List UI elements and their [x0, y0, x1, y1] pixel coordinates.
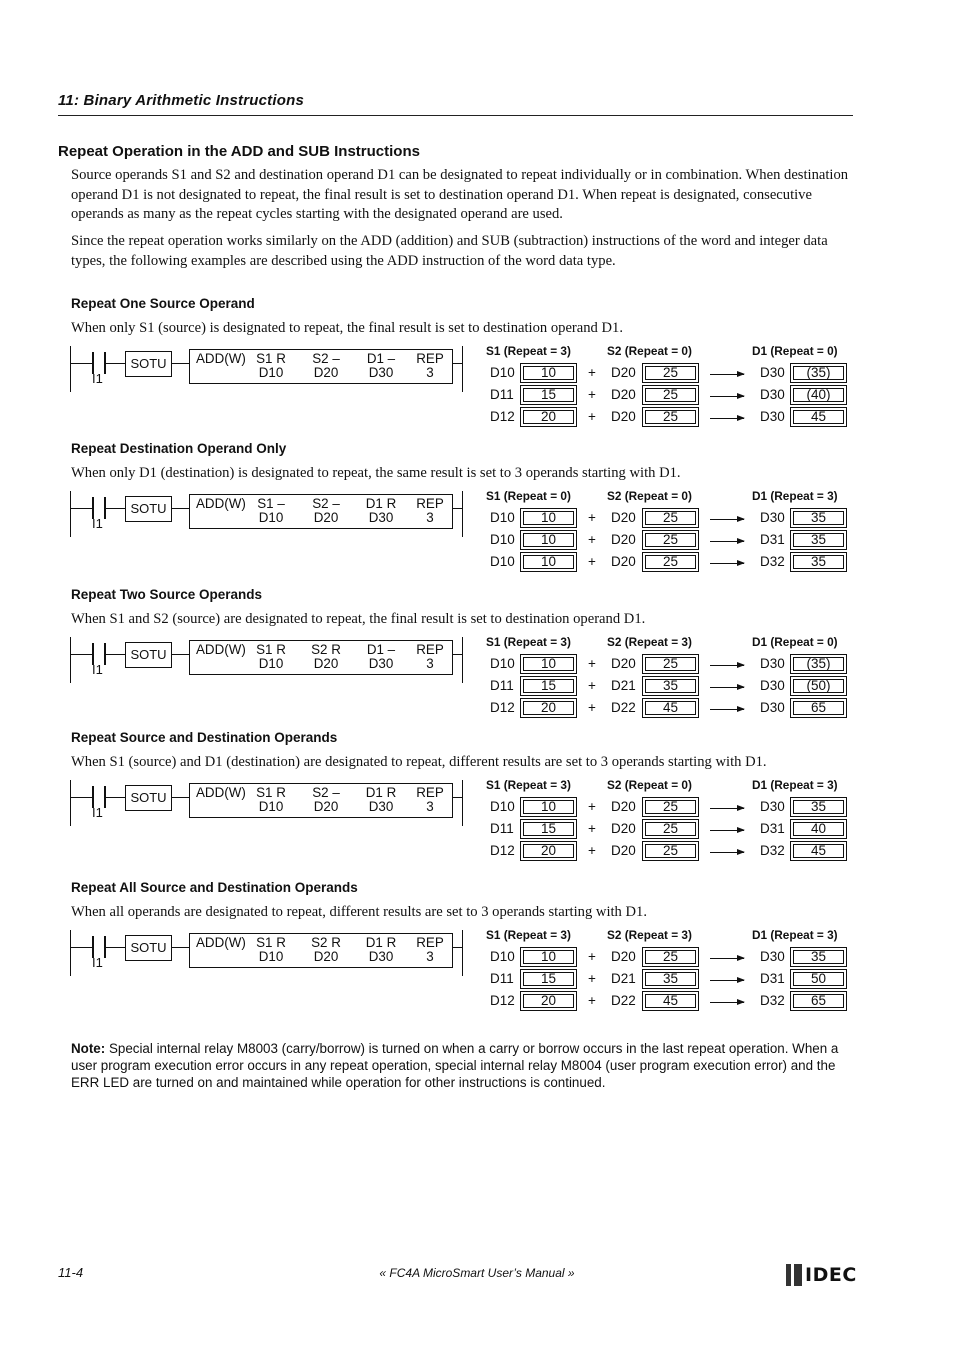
operand-value: D20 — [313, 656, 339, 671]
s1-value: 15 — [520, 676, 577, 696]
d1-value: (35) — [790, 363, 847, 383]
operand-value: 3 — [426, 510, 434, 525]
sotu-box: SOTU — [125, 496, 172, 522]
operand-label: D1 R — [365, 785, 397, 800]
table-header: S2 (Repeat = 3) — [607, 928, 692, 942]
s2-value: 25 — [642, 508, 699, 528]
s2-register: D20 — [611, 387, 636, 402]
operand-value: D10 — [258, 510, 284, 525]
idec-logo — [786, 1263, 857, 1287]
s2-value: 25 — [642, 530, 699, 550]
s2-register: D20 — [611, 799, 636, 814]
d1-value: 35 — [790, 552, 847, 572]
operand-value: 3 — [426, 365, 434, 380]
instruction-name: ADD(W) — [196, 935, 246, 950]
right-arrow-icon — [710, 1002, 744, 1003]
operand-value: D20 — [313, 949, 339, 964]
s1-register: D10 — [490, 799, 515, 814]
operand-label: S2 – — [312, 496, 340, 511]
s1-register: D11 — [490, 387, 514, 402]
right-arrow-icon — [710, 852, 744, 853]
d1-register: D30 — [760, 700, 785, 715]
s2-value: 25 — [642, 385, 699, 405]
instruction-name: ADD(W) — [196, 642, 246, 657]
d1-register: D30 — [760, 678, 785, 693]
table-header: D1 (Repeat = 0) — [752, 635, 838, 649]
plus-operator: + — [588, 532, 596, 547]
instruction-name: ADD(W) — [196, 496, 246, 511]
s1-register: D12 — [490, 843, 515, 858]
contact-label: I1 — [92, 955, 103, 970]
d1-register: D30 — [760, 656, 785, 671]
contact-label: I1 — [92, 805, 103, 820]
s1-register: D10 — [490, 656, 515, 671]
operand-label: D1 R — [365, 496, 397, 511]
idec-logo-text: IDEC — [805, 1264, 857, 1286]
s2-value: 25 — [642, 819, 699, 839]
example-description: When only D1 (destination) is designated to repeat, the same result is set to 3 operands starting with D1. — [71, 465, 681, 481]
note-text: Special internal relay M8003 (carry/borrow) is turned on when a carry or borrow occurs in the last repeat operation. When a user program execution error occurs in any repeat operation, special internal relay M8004 (user program execution error) and the ERR LED are turned on and maintained while operation for other instructions is continued. — [71, 1041, 839, 1091]
example-title: Repeat Destination Operand Only — [71, 441, 287, 456]
note-label: Note: — [71, 1041, 106, 1056]
s2-register: D21 — [611, 678, 636, 693]
d1-value: (50) — [790, 676, 847, 696]
operand-label: REP — [416, 935, 444, 950]
d1-value: 50 — [790, 969, 847, 989]
plus-operator: + — [588, 387, 596, 402]
operand-value: D30 — [368, 799, 394, 814]
d1-register: D30 — [760, 387, 785, 402]
table-header: D1 (Repeat = 3) — [752, 489, 838, 503]
right-arrow-icon — [710, 541, 744, 542]
d1-register: D32 — [760, 843, 785, 858]
operand-label: D1 – — [366, 351, 396, 366]
operand-value: D10 — [258, 799, 284, 814]
s2-register: D22 — [611, 700, 636, 715]
operand-value: D10 — [258, 656, 284, 671]
operand-label: S2 – — [312, 785, 340, 800]
example-description: When all operands are designated to repeat, different results are set to 3 operands starting with D1. — [71, 904, 647, 920]
s1-value: 10 — [520, 508, 577, 528]
s2-value: 25 — [642, 841, 699, 861]
contact-label: I1 — [92, 371, 103, 386]
plus-operator: + — [588, 554, 596, 569]
s2-value: 45 — [642, 698, 699, 718]
example-title: Repeat Source and Destination Operands — [71, 730, 338, 745]
table-header: S2 (Repeat = 3) — [607, 635, 692, 649]
s2-register: D20 — [611, 843, 636, 858]
s1-register: D12 — [490, 993, 515, 1008]
right-arrow-icon — [710, 396, 744, 397]
d1-register: D31 — [760, 821, 785, 836]
plus-operator: + — [588, 821, 596, 836]
operand-value: D10 — [258, 365, 284, 380]
plus-operator: + — [588, 949, 596, 964]
plus-operator: + — [588, 700, 596, 715]
d1-register: D30 — [760, 799, 785, 814]
right-arrow-icon — [710, 665, 744, 666]
operand-value: 3 — [426, 949, 434, 964]
right-arrow-icon — [710, 958, 744, 959]
s1-register: D10 — [490, 532, 515, 547]
operand-value: 3 — [426, 799, 434, 814]
s1-register: D10 — [490, 554, 515, 569]
operand-label: D1 R — [365, 935, 397, 950]
sotu-box: SOTU — [125, 642, 172, 668]
plus-operator: + — [588, 799, 596, 814]
plus-operator: + — [588, 993, 596, 1008]
sotu-box: SOTU — [125, 351, 172, 377]
plus-operator: + — [588, 656, 596, 671]
result-table — [0, 780, 954, 870]
operand-value: D10 — [258, 949, 284, 964]
s2-register: D20 — [611, 510, 636, 525]
s1-value: 10 — [520, 363, 577, 383]
d1-value: 65 — [790, 991, 847, 1011]
d1-value: 65 — [790, 698, 847, 718]
s1-value: 10 — [520, 552, 577, 572]
operand-label: S1 R — [256, 935, 286, 950]
operand-label: S1 R — [256, 351, 286, 366]
right-arrow-icon — [710, 374, 744, 375]
example-title: Repeat Two Source Operands — [71, 587, 263, 602]
s1-value: 10 — [520, 654, 577, 674]
d1-register: D30 — [760, 365, 785, 380]
header-rule — [58, 115, 853, 116]
d1-register: D30 — [760, 510, 785, 525]
s1-register: D11 — [490, 678, 514, 693]
d1-register: D32 — [760, 554, 785, 569]
plus-operator: + — [588, 843, 596, 858]
example-description: When only S1 (source) is designated to repeat, the final result is set to destination operand D1. — [71, 320, 623, 336]
s1-value: 15 — [520, 969, 577, 989]
operand-label: REP — [416, 351, 444, 366]
intro-paragraph-1: Source operands S1 and S2 and destination operand D1 can be designated to repeat individually or in combination. When destination operand D1 is not designated to repeat, the final result is set to destination operand D1. When repeat is designated, consecutive operands as many as the repeat cycles starting with the designated operand are used. — [71, 167, 849, 222]
s2-value: 25 — [642, 797, 699, 817]
table-header: S2 (Repeat = 0) — [607, 489, 692, 503]
d1-register: D30 — [760, 409, 785, 424]
plus-operator: + — [588, 678, 596, 693]
result-table — [0, 346, 954, 436]
table-header: D1 (Repeat = 3) — [752, 928, 838, 942]
s2-value: 25 — [642, 654, 699, 674]
s2-value: 25 — [642, 363, 699, 383]
s1-value: 15 — [520, 819, 577, 839]
s2-value: 25 — [642, 407, 699, 427]
page-number: 11-4 — [58, 1265, 84, 1280]
operand-label: REP — [416, 642, 444, 657]
operand-label: S1 – — [257, 496, 285, 511]
table-header: D1 (Repeat = 0) — [752, 344, 838, 358]
operand-label: S2 – — [312, 351, 340, 366]
right-arrow-icon — [710, 808, 744, 809]
d1-value: 45 — [790, 841, 847, 861]
plus-operator: + — [588, 365, 596, 380]
operand-value: 3 — [426, 656, 434, 671]
s1-value: 20 — [520, 407, 577, 427]
table-header: S1 (Repeat = 3) — [486, 778, 571, 792]
s2-value: 25 — [642, 947, 699, 967]
contact-label: I1 — [92, 662, 103, 677]
table-header: S1 (Repeat = 3) — [486, 344, 571, 358]
s2-value: 35 — [642, 969, 699, 989]
d1-value: 35 — [790, 797, 847, 817]
result-table — [0, 637, 954, 727]
table-header: S1 (Repeat = 0) — [486, 489, 571, 503]
s1-value: 10 — [520, 947, 577, 967]
s1-register: D12 — [490, 409, 515, 424]
s1-register: D10 — [490, 949, 515, 964]
intro-paragraph-2: Since the repeat operation works similarly on the ADD (addition) and SUB (subtraction) instructions of the word and integer data types, the following examples are described using the ADD instruction of the word data type. — [71, 233, 828, 269]
sotu-box: SOTU — [125, 935, 172, 961]
operand-label: S1 R — [256, 642, 286, 657]
s1-value: 10 — [520, 797, 577, 817]
right-arrow-icon — [710, 980, 744, 981]
operand-label: S2 R — [311, 935, 341, 950]
d1-value: (35) — [790, 654, 847, 674]
operand-value: D20 — [313, 510, 339, 525]
d1-register: D32 — [760, 993, 785, 1008]
s1-register: D11 — [490, 821, 514, 836]
s2-value: 25 — [642, 552, 699, 572]
example-description: When S1 (source) and D1 (destination) are designated to repeat, different results are set to 3 operands starting with D1. — [71, 754, 767, 770]
right-arrow-icon — [710, 519, 744, 520]
d1-value: 35 — [790, 947, 847, 967]
example-title: Repeat One Source Operand — [71, 296, 255, 311]
operand-value: D30 — [368, 949, 394, 964]
manual-title: « FC4A MicroSmart User’s Manual » — [379, 1266, 575, 1280]
s2-register: D22 — [611, 993, 636, 1008]
s2-register: D20 — [611, 532, 636, 547]
right-arrow-icon — [710, 687, 744, 688]
s1-register: D12 — [490, 700, 515, 715]
s1-value: 10 — [520, 530, 577, 550]
d1-value: (40) — [790, 385, 847, 405]
d1-register: D30 — [760, 949, 785, 964]
table-header: S1 (Repeat = 3) — [486, 635, 571, 649]
d1-value: 45 — [790, 407, 847, 427]
s1-value: 20 — [520, 841, 577, 861]
operand-value: D30 — [368, 656, 394, 671]
note — [71, 1040, 861, 1092]
s1-register: D10 — [490, 365, 515, 380]
example-title: Repeat All Source and Destination Operands — [71, 880, 358, 895]
plus-operator: + — [588, 510, 596, 525]
s2-register: D20 — [611, 949, 636, 964]
s2-register: D20 — [611, 554, 636, 569]
operand-value: D20 — [313, 365, 339, 380]
s2-register: D20 — [611, 821, 636, 836]
sotu-box: SOTU — [125, 785, 172, 811]
s2-register: D20 — [611, 365, 636, 380]
operand-label: D1 – — [366, 642, 396, 657]
s1-register: D11 — [490, 971, 514, 986]
contact-label: I1 — [92, 516, 103, 531]
operand-label: S1 R — [256, 785, 286, 800]
operand-label: REP — [416, 785, 444, 800]
header-title: 11: Binary Arithmetic Instructions — [58, 92, 305, 109]
table-header: S2 (Repeat = 0) — [607, 344, 692, 358]
d1-value: 35 — [790, 508, 847, 528]
operand-value: D30 — [368, 510, 394, 525]
s2-register: D20 — [611, 409, 636, 424]
d1-value: 35 — [790, 530, 847, 550]
result-table — [0, 930, 954, 1020]
s1-value: 20 — [520, 698, 577, 718]
operand-value: D30 — [368, 365, 394, 380]
s2-register: D21 — [611, 971, 636, 986]
operand-label: REP — [416, 496, 444, 511]
table-header: S2 (Repeat = 0) — [607, 778, 692, 792]
right-arrow-icon — [710, 418, 744, 419]
s2-value: 45 — [642, 991, 699, 1011]
s2-value: 35 — [642, 676, 699, 696]
idec-logo-mark-icon — [786, 1264, 802, 1286]
s1-register: D10 — [490, 510, 515, 525]
instruction-name: ADD(W) — [196, 351, 246, 366]
s2-register: D20 — [611, 656, 636, 671]
s1-value: 15 — [520, 385, 577, 405]
right-arrow-icon — [710, 709, 744, 710]
plus-operator: + — [588, 409, 596, 424]
s1-value: 20 — [520, 991, 577, 1011]
table-header: S1 (Repeat = 3) — [486, 928, 571, 942]
table-header: D1 (Repeat = 3) — [752, 778, 838, 792]
example-description: When S1 and S2 (source) are designated to repeat, the final result is set to destination operand D1. — [71, 611, 646, 627]
plus-operator: + — [588, 971, 596, 986]
result-table — [0, 491, 954, 581]
d1-register: D31 — [760, 532, 785, 547]
operand-value: D20 — [313, 799, 339, 814]
right-arrow-icon — [710, 563, 744, 564]
right-arrow-icon — [710, 830, 744, 831]
instruction-name: ADD(W) — [196, 785, 246, 800]
d1-value: 40 — [790, 819, 847, 839]
operand-label: S2 R — [311, 642, 341, 657]
d1-register: D31 — [760, 971, 785, 986]
section-title: Repeat Operation in the ADD and SUB Instructions — [58, 143, 420, 160]
